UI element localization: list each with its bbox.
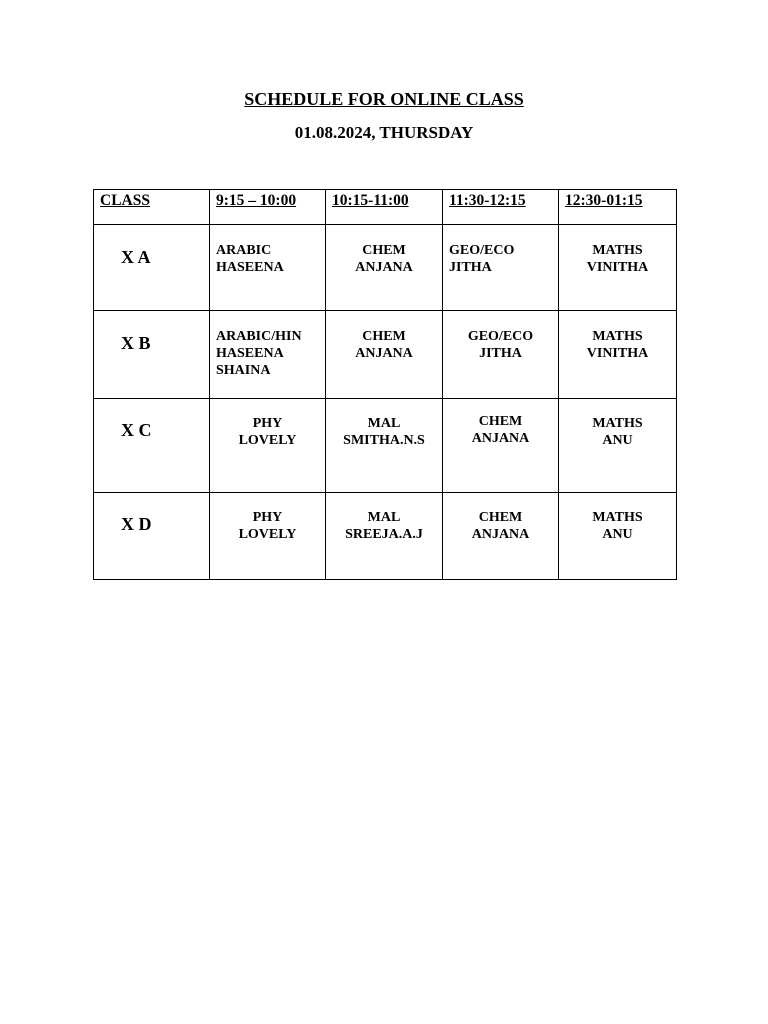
- schedule-table: [93, 189, 677, 580]
- period-cell: MAL SMITHA.N.S: [326, 399, 443, 493]
- class-cell: X C: [94, 399, 210, 493]
- period-cell: ARABIC HASEENA: [210, 225, 326, 311]
- table-row: [94, 311, 677, 399]
- period-cell: MAL SREEJA.A.J: [326, 493, 443, 580]
- period-cell: GEO/ECO JITHA: [443, 225, 559, 311]
- header-period-2: 10:15-11:00: [326, 190, 443, 225]
- table-header-row: [94, 190, 677, 225]
- class-cell: X D: [94, 493, 210, 580]
- header-class: CLASS: [94, 190, 210, 225]
- header-period-3: 11:30-12:15: [443, 190, 559, 225]
- header-period-1: 9:15 – 10:00: [210, 190, 326, 225]
- class-cell: X A: [94, 225, 210, 311]
- period-cell: MATHS ANU: [559, 399, 677, 493]
- table-row: [94, 399, 677, 493]
- period-cell: PHY LOVELY: [210, 399, 326, 493]
- header-period-4: 12:30-01:15: [559, 190, 677, 225]
- period-cell: CHEM ANJANA: [326, 225, 443, 311]
- period-cell: MATHS VINITHA: [559, 311, 677, 399]
- period-cell: ARABIC/HIN HASEENA SHAINA: [210, 311, 326, 399]
- period-cell: MATHS VINITHA: [559, 225, 677, 311]
- period-cell: PHY LOVELY: [210, 493, 326, 580]
- period-cell: MATHS ANU: [559, 493, 677, 580]
- period-cell: CHEM ANJANA: [443, 493, 559, 580]
- table-row: [94, 493, 677, 580]
- period-cell: GEO/ECO JITHA: [443, 311, 559, 399]
- period-cell: CHEM ANJANA: [326, 311, 443, 399]
- period-cell: CHEM ANJANA: [443, 399, 559, 493]
- table-row: [94, 225, 677, 311]
- page-title: SCHEDULE FOR ONLINE CLASS: [244, 89, 524, 109]
- schedule-date: 01.08.2024, THURSDAY: [294, 123, 474, 142]
- class-cell: X B: [94, 311, 210, 399]
